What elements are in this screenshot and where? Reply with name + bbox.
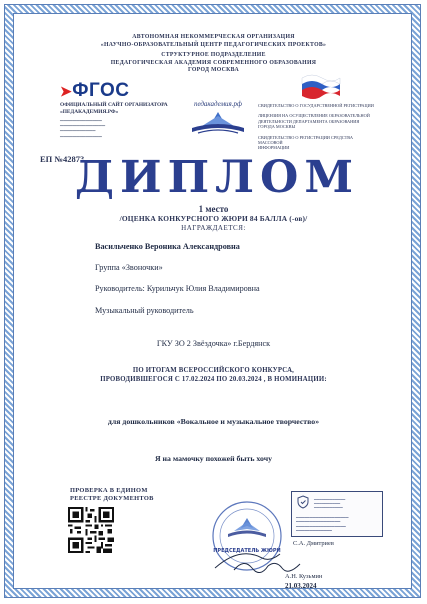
reg-line-5: СВИДЕТЕЛЬСТВО О РЕГИСТРАЦИИ СРЕДСТВА МАССОВОЙ — [258, 134, 353, 146]
official-line-1: ОФИЦИАЛЬНЫЙ САЙТ ОРГАНИЗАТОРА — [60, 102, 168, 108]
reg-line-6: ИНФОРМАЦИИ — [258, 145, 290, 151]
registration-info — [258, 103, 376, 151]
fgos-logo — [60, 80, 129, 102]
place: 1 место — [198, 204, 229, 214]
site-label: педакадемия.рф — [193, 100, 243, 108]
results-line-1: ПО ИТОГАМ ВСЕРОССИЙСКОГО КОНКУРСА, — [132, 367, 295, 374]
org-line-5: ГОРОД МОСКВА — [188, 67, 239, 73]
signer-2: А.Н. Кузьмин — [285, 573, 323, 580]
reg-line-3: ДЕЯТЕЛЬНОСТИ ДЕПАРТАМЕНТА ОБРАЗОВАНИЯ — [258, 118, 360, 124]
stamp-text: ПРЕДСЕДАТЕЛЬ ЖЮРИ — [213, 548, 281, 554]
registry-box-text: ▁▁▁▁▁▁▁▁▁▁▁▁▁▁▁▁▁▁▁ ▁▁▁▁▁▁▁▁▁▁▁▁▁▁▁▁ ▁▁▁▁▁▁▁▁▁▁▁▁▁▁▁▁▁▁ ▁▁▁▁▁▁▁▁▁▁▁▁▁ — [296, 514, 349, 532]
reg-line-1: СВИДЕТЕЛЬСТВО О ГОСУДАРСТВЕННОЙ РЕГИСТРАЦИИ — [258, 103, 374, 108]
fgos-arrow-icon: ➤ — [60, 83, 73, 99]
fgos-logo-text: ФГОС — [72, 80, 130, 101]
org-line-2: «НАУЧНО-ОБРАЗОВАТЕЛЬНЫЙ ЦЕНТР ПЕДАГОГИЧЕСКИХ ПРОЕКТОВ» — [100, 41, 327, 48]
verify-line-2: РЕЕСТРЕ ДОКУМЕНТОВ — [70, 495, 154, 502]
institution: ГКУ ЗО 2 Звёздочка» г.Бердянск — [156, 339, 271, 348]
official-line-2: «ПЕДАКАДЕМИЯ.РФ» — [60, 109, 119, 115]
issue-date: 21.03.2024 — [285, 582, 317, 590]
signature-2 — [232, 556, 302, 574]
results-block — [0, 366, 427, 384]
org-line-3: СТРУКТУРНОЕ ПОДРАЗДЕЛЕНИЕ — [161, 52, 266, 58]
book-lotus-icon — [178, 108, 258, 136]
diploma-title — [74, 150, 360, 203]
qr-code-icon[interactable] — [68, 507, 114, 553]
russia-flag-icon — [300, 72, 342, 98]
shield-icon — [296, 495, 310, 509]
org-line-4: ПЕДАГОГИЧЕСКАЯ АКАДЕМИЯ СОВРЕМЕННОГО ОБРАЗОВАНИЯ — [110, 59, 317, 66]
registry-box-header: ▁▁▁▁▁▁▁▁▁▁▁▁ ▁▁▁▁▁▁▁▁▁▁ ▁▁▁▁▁▁▁▁▁▁▁ — [314, 496, 346, 509]
position: Музыкальный руководитель — [95, 306, 194, 315]
official-fine-print: ▁▁▁▁▁▁▁▁▁▁▁▁▁ ▁▁▁▁▁▁▁▁▁▁▁▁▁▁ ▁▁▁▁▁▁▁▁▁▁▁ ▁▁▁▁▁▁▁▁▁▁▁▁▁ — [60, 116, 106, 137]
org-header — [0, 34, 427, 49]
pedakademia-logo — [178, 100, 258, 141]
reg-line-4: ГОРОДА МОСКВЫ — [258, 124, 296, 130]
registry-certificate-box — [291, 491, 383, 537]
org-line-1: АВТОНОМНАЯ НЕКОММЕРЧЕСКАЯ ОРГАНИЗАЦИЯ — [132, 34, 295, 40]
group-name: Группа «Звоночки» — [95, 263, 163, 272]
work-title: Я на мамочку похожей быть хочу — [154, 454, 273, 463]
supervisor: Руководитель: Курильчук Юлия Владимировна — [95, 284, 260, 293]
signer-1: С.А. Дмитриев — [293, 540, 334, 547]
reg-line-2: ЛИЦЕНЗИЯ НА ОСУЩЕСТВЛЕНИЕ ОБРАЗОВАТЕЛЬНОЙ — [258, 113, 370, 119]
title-text: ДИПЛОМ — [74, 152, 360, 203]
recipient-name: Васильченко Вероника Александровна — [95, 242, 240, 251]
official-site-block — [60, 102, 180, 137]
org-subheader — [0, 52, 427, 75]
results-line-2: ПРОВОДИВШЕГОСЯ С 17.02.2024 ПО 20.03.2024 , В НОМИНАЦИИ: — [100, 376, 327, 383]
awarded-label: НАГРАЖДАЕТСЯ: — [181, 224, 246, 232]
document-number: ЕП №42873 — [40, 154, 85, 164]
score-line: /ОЦЕНКА КОНКУРСНОГО ЖЮРИ 84 БАЛЛА (-ов)/ — [119, 214, 308, 223]
nomination: для дошкольников «Вокальное и музыкальное творчество» — [107, 417, 320, 426]
verify-line-1: ПРОВЕРКА В ЕДИНОМ — [70, 487, 148, 494]
registry-check — [70, 487, 154, 503]
